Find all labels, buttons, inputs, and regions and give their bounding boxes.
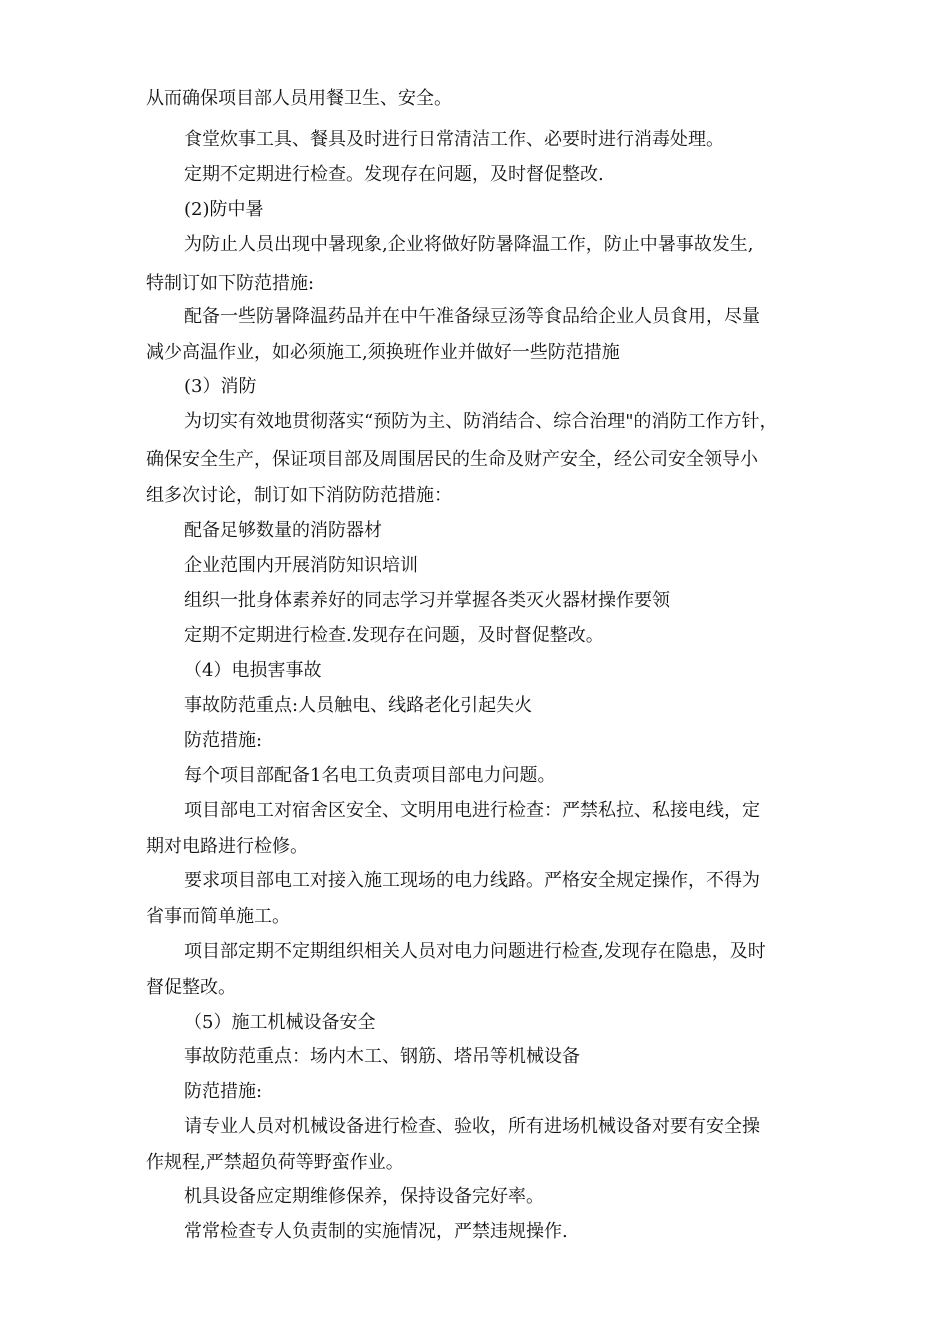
text-line: 为防止人员出现中暑现象,企业将做好防暑降温工作，防止中暑事故发生, [184,234,754,255]
section-heading: （5）施工机械设备安全 [184,1012,376,1033]
text-line: 定期不定期进行检查.发现存在问题，及时督促整改。 [184,625,604,646]
text-line: 防范措施: [184,1081,263,1102]
text-line: 省事而简单施工。 [146,906,290,927]
text-line: 企业范围内开展消防知识培训 [184,555,418,576]
text-line: 减少高温作业，如必须施工,须换班作业并做好一些防范措施 [146,342,620,363]
text-line: 督促整改。 [146,977,236,998]
text-line: 事故防范重点：场内木工、钢筋、塔吊等机械设备 [184,1046,580,1067]
section-heading: （4）电损害事故 [184,660,322,681]
text-line: 常常检查专人负责制的实施情况，严禁违规操作. [184,1221,568,1242]
text-line: 食堂炊事工具、餐具及时进行日常清洁工作、必要时进行消毒处理。 [184,129,724,150]
text-line: 每个项目部配备1名电工负责项目部电力问题。 [184,765,556,786]
text-line: 从而确保项目部人员用餐卫生、安全。 [146,88,452,109]
text-line: 配备一些防暑降温药品并在中午准备绿豆汤等食品给企业人员食用，尽量 [184,306,760,327]
text-line: 为切实有效地贯彻落实“预防为主、防消结合、综合治理"的消防工作方针， [184,411,778,432]
text-line: 特制订如下防范措施: [146,273,315,294]
text-line: 请专业人员对机械设备进行检查、验收，所有进场机械设备对要有安全操 [184,1116,760,1137]
text-line: 期对电路进行检修。 [146,836,308,857]
text-line: 项目部电工对宿舍区安全、文明用电进行检查：严禁私拉、私接电线，定 [184,800,760,821]
text-line: 防范措施: [184,730,263,751]
text-line: 组多次讨论，制订如下消防防范措施： [146,485,452,506]
text-line: 定期不定期进行检查。发现存在问题，及时督促整改. [184,164,604,185]
section-heading: (3）消防 [184,376,257,397]
text-line: 项目部定期不定期组织相关人员对电力问题进行检查,发现存在隐患，及时 [184,941,766,962]
text-line: 组织一批身体素养好的同志学习并掌握各类灭火器材操作要领 [184,590,670,611]
text-line: 事故防范重点:人员触电、线路老化引起失火 [184,695,533,716]
text-line: 要求项目部电工对接入施工现场的电力线路。严格安全规定操作，不得为 [184,870,760,891]
section-heading: (2)防中暑 [184,199,264,220]
text-line: 作规程,严禁超负荷等野蛮作业。 [146,1152,404,1173]
text-line: 确保安全生产，保证项目部及周围居民的生命及财产安全，经公司安全领导小 [146,449,758,470]
text-line: 机具设备应定期维修保养，保持设备完好率。 [184,1186,544,1207]
text-line: 配备足够数量的消防器材 [184,520,382,541]
